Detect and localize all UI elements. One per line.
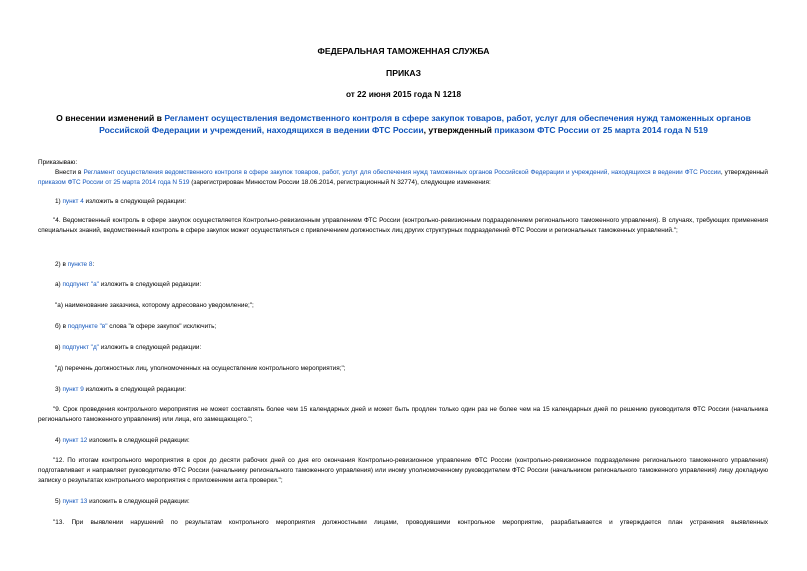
subclause-link[interactable]: подпункт "а" (62, 281, 99, 288)
item-text: 2) в (55, 261, 68, 268)
clause-link[interactable]: пункте 8 (67, 261, 93, 268)
item-text: изложить в следующей редакции: (98, 281, 202, 288)
order-word: Приказываю: (38, 159, 78, 166)
item-text: изложить в следующей редакции: (87, 498, 190, 505)
document-date-number: от 22 июня 2015 года N 1218 (345, 89, 462, 99)
intro-text: Внести в (55, 169, 84, 176)
clause-link[interactable]: пункт 13 (62, 498, 88, 505)
item-text: а) (55, 281, 63, 288)
item-4 (38, 436, 768, 446)
subclause-link[interactable]: подпункте "в" (67, 323, 108, 330)
intro-text: , утвержденный (720, 169, 769, 176)
subclause-link[interactable]: подпункт "д" (62, 344, 99, 351)
item-5 (38, 497, 768, 507)
item-2b (38, 322, 768, 332)
item-2a (38, 280, 768, 290)
item-3 (38, 385, 768, 395)
title-text: О внесении изменений в (56, 113, 165, 123)
quote-1: "4. Ведомственный контроль в сфере закупок осуществляется Контрольно-ревизионным управлением ФТС России (контрольно-ревизионным подразделением регионального таможенного управления). В случаях, требующих применения специальных знаний, ведомственный контроль в сфере закупок может осуществляться с привлечением должностных лиц других структурных подразделений ФТС России и региональных таможенных управлений."; (38, 217, 768, 234)
item-text: 4) (55, 437, 63, 444)
regulation-link[interactable]: Регламент осуществления ведомственного контроля в сфере закупок товаров, работ, услуг для обеспечения нужд таможенных органов Российской Федерации и учреждений, находящихся в ведении ФТС России (83, 169, 721, 176)
item-2 (38, 260, 768, 270)
regulation-link[interactable]: Регламент осуществления ведомственного контроля в сфере закупок товаров, работ, услуг для обеспечения нужд таможенных органов Российской Федерации и учреждений, находящихся в ведении ФТС России (99, 113, 751, 135)
item-1 (38, 197, 768, 207)
item-text: в) (55, 344, 63, 351)
item-text: : (92, 261, 95, 268)
item-text: изложить в следующей редакции: (98, 344, 202, 351)
item-2v (38, 343, 768, 353)
item-text: слова "в сфере закупок" исключить; (107, 323, 217, 330)
intro-text: (зарегистрирован Минюстом России 18.06.2014, регистрационный N 32774), следующие изменения: (189, 179, 491, 186)
clause-link[interactable]: пункт 9 (62, 386, 84, 393)
agency-name: ФЕДЕРАЛЬНАЯ ТАМОЖЕННАЯ СЛУЖБА (317, 46, 490, 56)
title-text: , утвержденный (423, 125, 495, 135)
document-title (40, 112, 767, 136)
item-text: 1) (55, 198, 63, 205)
quote-4: "12. По итогам контрольного мероприятия в срок до десяти рабочих дней со дня его окончания Контрольно-ревизионное управление ФТС России (контрольно-ревизионное подразделение регионального таможенного управления) подготавливает и направляет руководителю ФТС России (начальнику регионального таможенного управления) или иному уполномоченному руководителем ФТС России (начальником регионального таможенного управления) лицу докладную записку о результатах контрольного мероприятия с приложением акта проверки."; (38, 457, 768, 484)
item-text: 5) (55, 498, 63, 505)
item-text: 3) (55, 386, 63, 393)
order-link[interactable]: приказом ФТС России от 25 марта 2014 года N 519 (38, 179, 190, 186)
item-text: изложить в следующей редакции: (83, 198, 187, 205)
clause-link[interactable]: пункт 12 (62, 437, 88, 444)
item-text: б) в (55, 323, 68, 330)
clause-link[interactable]: пункт 4 (62, 198, 84, 205)
quote-2a: "а) наименование заказчика, которому адресовано уведомление;"; (55, 302, 254, 309)
item-text: изложить в следующей редакции: (87, 437, 190, 444)
document-type: ПРИКАЗ (386, 68, 421, 78)
intro-paragraph (38, 168, 768, 188)
quote-5: "13. При выявлении нарушений по результатам контрольного мероприятия должностными лицами, проводившими контрольное мероприятие, разрабатывается и утверждается план устранения выявленных (53, 519, 768, 526)
quote-3: "9. Срок проведения контрольного мероприятия не может составлять более чем 15 календарных дней и может быть продлен только один раз не более чем на 15 календарных дней по решению руководителя ФТС России (начальника регионального таможенного управления) или лица, его замещающего."; (38, 406, 768, 423)
item-text: изложить в следующей редакции: (83, 386, 187, 393)
quote-2v: "д) перечень должностных лиц, уполномоченных на осуществление контрольного мероприятия;"; (55, 365, 346, 372)
order-link[interactable]: приказом ФТС России от 25 марта 2014 года N 519 (494, 125, 708, 135)
